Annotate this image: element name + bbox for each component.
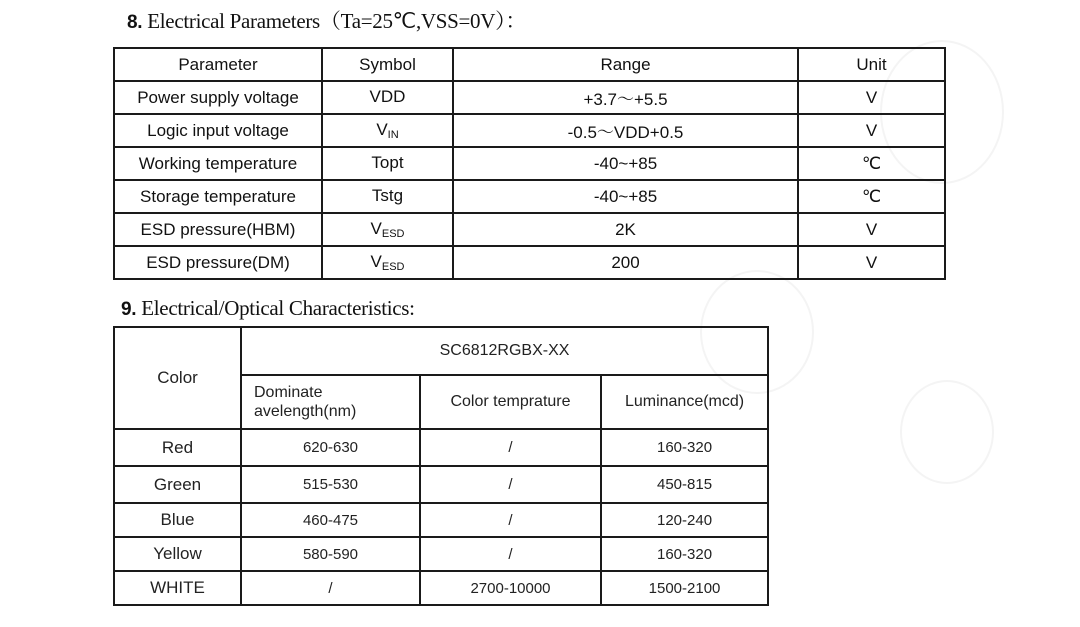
unit-cell: V — [798, 81, 945, 114]
table-row — [114, 537, 768, 571]
symbol-cell — [322, 147, 453, 180]
watermark-swirl — [900, 380, 994, 484]
range-cell: 2K — [453, 213, 798, 246]
table-row — [114, 466, 768, 503]
unit-cell: V — [798, 246, 945, 279]
header-range: Range — [453, 48, 798, 81]
parameter-cell: Working temperature — [114, 147, 322, 180]
symbol-text: VDD — [369, 87, 406, 106]
table-row — [114, 246, 945, 279]
symbol-cell — [322, 246, 453, 279]
color-cell: WHITE — [114, 571, 241, 605]
section-9-heading — [121, 296, 415, 321]
symbol-cell — [322, 81, 453, 114]
parameter-cell: ESD pressure(DM) — [114, 246, 322, 279]
unit-cell: ℃ — [798, 180, 945, 213]
color-cell: Yellow — [114, 537, 241, 571]
symbol-text: V — [370, 252, 382, 271]
temperature-cell: 2700-10000 — [420, 571, 601, 605]
table-row — [114, 503, 768, 537]
section-8-number: 8. — [127, 12, 143, 33]
symbol-text: Topt — [371, 153, 404, 172]
header-symbol: Symbol — [322, 48, 453, 81]
header-dominant-wavelength — [241, 375, 420, 429]
header-color-temperature: Color temprature — [420, 375, 601, 429]
range-cell: 200 — [453, 246, 798, 279]
table-row — [114, 213, 945, 246]
symbol-text: V — [370, 219, 382, 238]
header-model: SC6812RGBX-XX — [241, 327, 768, 375]
luminance-cell: 120-240 — [601, 503, 768, 537]
header-luminance: Luminance(mcd) — [601, 375, 768, 429]
unit-cell: ℃ — [798, 147, 945, 180]
color-cell: Green — [114, 466, 241, 503]
table-header-row — [114, 327, 768, 375]
wavelength-cell: / — [241, 571, 420, 605]
optical-characteristics-table — [113, 326, 769, 606]
table-row — [114, 180, 945, 213]
header-dominant-line1: Dominate — [254, 384, 323, 401]
header-dominant-line2: avelength(nm) — [254, 403, 357, 420]
symbol-subscript: ESD — [381, 261, 405, 273]
temperature-cell: / — [420, 429, 601, 466]
symbol-text: Tstg — [371, 186, 404, 205]
table-row — [114, 429, 768, 466]
range-cell: -40~+85 — [453, 147, 798, 180]
temperature-cell: / — [420, 503, 601, 537]
section-9-number: 9. — [121, 299, 137, 320]
range-cell: -40~+85 — [453, 180, 798, 213]
range-cell: -0.5～VDD+0.5 — [453, 114, 798, 147]
table-row — [114, 147, 945, 180]
parameter-cell: Storage temperature — [114, 180, 322, 213]
parameter-cell: ESD pressure(HBM) — [114, 213, 322, 246]
wavelength-cell: 580-590 — [241, 537, 420, 571]
symbol-subscript: IN — [387, 129, 399, 141]
table-header-row — [114, 48, 945, 81]
symbol-cell — [322, 114, 453, 147]
header-color: Color — [114, 327, 241, 429]
section-8-title: Electrical Parameters（Ta=25℃,VSS=0V）： — [147, 9, 527, 33]
section-9-title: Electrical/Optical Characteristics: — [141, 296, 415, 320]
table-row — [114, 114, 945, 147]
symbol-cell — [322, 213, 453, 246]
electrical-parameters-table — [113, 47, 946, 280]
color-cell: Blue — [114, 503, 241, 537]
range-cell: +3.7～+5.5 — [453, 81, 798, 114]
luminance-cell: 450-815 — [601, 466, 768, 503]
luminance-cell: 1500-2100 — [601, 571, 768, 605]
unit-cell: V — [798, 213, 945, 246]
parameter-cell: Logic input voltage — [114, 114, 322, 147]
symbol-subscript: ESD — [381, 228, 405, 240]
section-8-heading — [127, 5, 526, 35]
symbol-text: V — [376, 120, 388, 139]
temperature-cell: / — [420, 537, 601, 571]
wavelength-cell: 620-630 — [241, 429, 420, 466]
header-parameter: Parameter — [114, 48, 322, 81]
color-cell: Red — [114, 429, 241, 466]
table-row — [114, 81, 945, 114]
unit-cell: V — [798, 114, 945, 147]
parameter-cell: Power supply voltage — [114, 81, 322, 114]
luminance-cell: 160-320 — [601, 537, 768, 571]
wavelength-cell: 515-530 — [241, 466, 420, 503]
symbol-cell — [322, 180, 453, 213]
luminance-cell: 160-320 — [601, 429, 768, 466]
temperature-cell: / — [420, 466, 601, 503]
table-row — [114, 571, 768, 605]
header-unit: Unit — [798, 48, 945, 81]
wavelength-cell: 460-475 — [241, 503, 420, 537]
